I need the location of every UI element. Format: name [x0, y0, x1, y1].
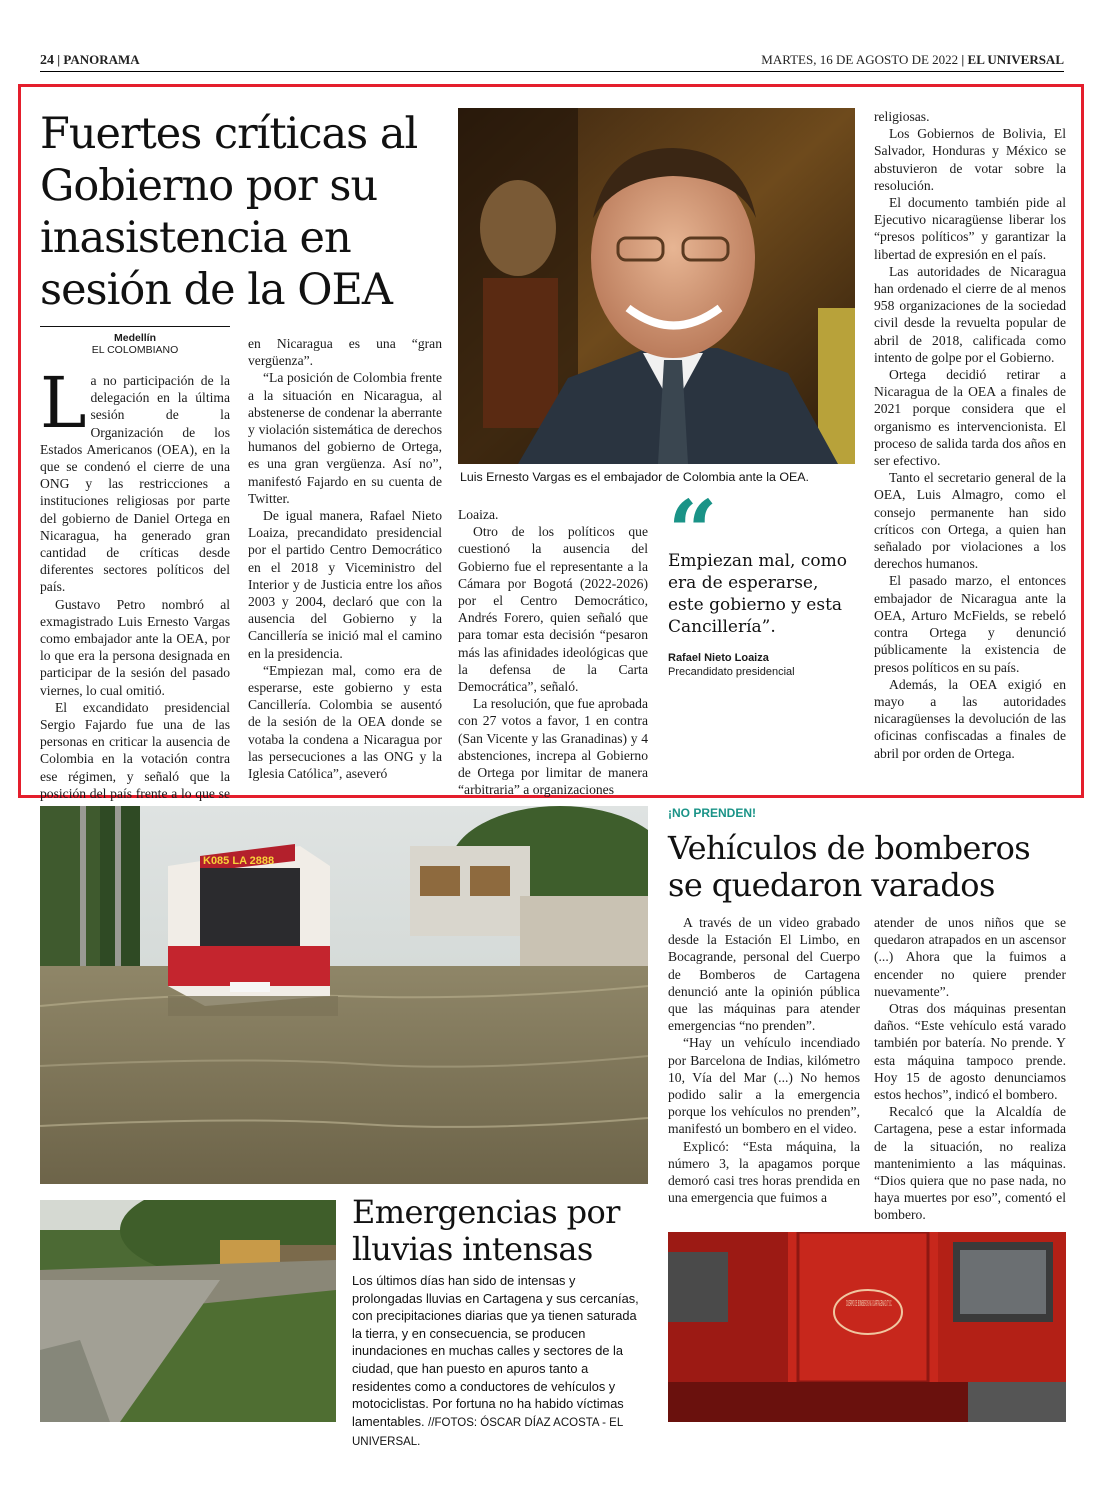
paragraph: Recalcó que la Alcaldía de Cartagena, pese a estar informada de la situación, no realiza mantenimiento a las máquinas. “Dios quiera que no pase nada, no haya muertes por eso”, comentó el bombero.	[874, 1104, 1066, 1223]
byline-city: Medellín	[113, 332, 156, 344]
fire-story-column-1	[668, 914, 860, 1206]
fire-kicker: ¡NO PRENDEN!	[668, 806, 757, 820]
paragraph: “Empiezan mal, como era de esperarse, este gobierno y esta Cancillería. Colombia se ausentó de la sesión de la OEA donde se votaba la condena a Nicaragua por las persecuciones a las ONG y la Iglesia Católica”, aseveró	[248, 662, 442, 782]
byline-source: EL COLOMBIANO	[91, 344, 179, 356]
byline	[40, 332, 230, 356]
main-story-column-4	[874, 108, 1066, 762]
paragraph: La resolución, que fue aprobada con 27 votos a favor, 1 en contra (San Vicente y las Granadinas) y 4 abstenciones, increpa al Gobierno de Ortega por limitar de manera “arbitraria” a organizaciones	[458, 696, 648, 798]
fire-truck-photo	[668, 1232, 1066, 1422]
pull-quote	[668, 482, 858, 678]
paragraph: De igual manera, Rafael Nieto Loaiza, precandidato presidencial por el partido Centro Democrático en el 2018 y Viceministro del Interior y de Justicia entre los años 2003 y 2004, declaró que con la ausencia del Gobierno y la Cancillería se inició mal el camino en la presidencia.	[248, 508, 442, 661]
issue-date: MARTES, 16 DE AGOSTO DE 2022	[761, 52, 959, 67]
paragraph: “Hay un vehículo incendiado por Barcelona de Indias, kilómetro 10, Vía del Mar (...) No hemos podido salir a la emergencia porque los vehículos no prenden”, manifestó un bombero en el video.	[668, 1035, 860, 1137]
fire-story-column-2	[874, 914, 1066, 1224]
bus-icon	[168, 844, 330, 1006]
paragraph: A través de un video grabado desde la Estación El Limbo, en Bocagrande, personal del Cuerpo de Bomberos de Cartagena denunció ante la opinión pública que las máquinas para atender emergencias “no prenden”.	[668, 915, 860, 1034]
fire-headline: Vehículos de bomberos se quedaron varados	[668, 829, 1031, 904]
paragraph: Las autoridades de Nicaragua han ordenado el cierre de al menos 958 organizaciones de la sociedad civil desde la revuelta popular de abril de 2018, calificada como intento de golpe por el Gobierno.	[874, 263, 1066, 365]
page-header: 24 | PANORAMA MARTES, 16 DE AGOSTO DE 2022 | EL UNIVERSAL	[40, 52, 1064, 68]
main-story-column-3	[458, 506, 648, 798]
paragraph: Gustavo Petro nombró al exmagistrado Luis Ernesto Vargas como embajador ante la OEA, por lo que era la persona designada en participar de la sesión del pasado viernes, lo cual omitió.	[40, 596, 230, 698]
rain-story-text: Los últimos días han sido de intensas y prolongadas lluvias en Cartagena y sus cercanías, con precipitaciones diarias que ya tienen saturada la tierra, y en consecuencia, se producen inundaciones en muchas calles y sectores de la ciudad, que han puesto en apuros tanto a residentes como a conductores de vehículos y motociclistas. Por fortuna no ha habido víctimas lamentables.	[352, 1273, 639, 1429]
paragraph: a no participación de la delegación en la última sesión de la Organización de los Estados Americanos (OEA), en la que se condenó el cierre de una ONG y las restricciones a instituciones religiosas por parte del gobierno de Daniel Ortega en Nicaragua, ha generado gran cantidad de críticas desde diferentes sectores políticos del país.	[40, 373, 230, 595]
paragraph: religiosas.	[874, 109, 930, 124]
main-headline: Fuertes críticas al Gobierno por su inasistencia en sesión de la OEA	[40, 109, 418, 315]
portrait-image	[458, 108, 855, 464]
canal-photo	[40, 1200, 336, 1422]
flood-street-image	[40, 806, 648, 1184]
paragraph: “La posición de Colombia frente a la situación en Nicaragua, al abstenerse de condenar la aberrante y violación sistemática de derechos humanos del gobierno de Ortega, es una gran vergüenza. Así no”, manifestó Fajardo en su cuenta de Twitter.	[248, 370, 442, 506]
paragraph: Los Gobiernos de Bolivia, El Salvador, Honduras y México se abstuvieron de votar sobre la resolución.	[874, 126, 1066, 193]
paragraph: Además, la OEA exigió en mayo a las autoridades nicaragüenses la devolución de las oficinas confiscadas a finales de abril por orden de Ortega.	[874, 676, 1066, 761]
photo-caption: Luis Ernesto Vargas es el embajador de Colombia ante la OEA.	[460, 470, 809, 484]
flood-bus-photo	[40, 806, 648, 1184]
drop-cap: L	[40, 362, 87, 444]
rain-story-body	[352, 1272, 644, 1452]
page-number: 24	[40, 53, 54, 68]
section-name: PANORAMA	[63, 52, 140, 67]
paragraph: Loaiza.	[458, 507, 499, 522]
paragraph: Explicó: “Esta máquina, la número 3, la apagamos porque demoró casi tres horas prendida en una emergencia que fuimos a	[668, 1138, 860, 1206]
bus-route-sign: K085 LA 2888	[203, 855, 275, 867]
newspaper-name: EL UNIVERSAL	[967, 52, 1064, 67]
paragraph: El documento también pide al Ejecutivo nicaragüense liberar los “presos políticos” y garantizar la libertad de expresión en el país.	[874, 195, 1066, 262]
truck-lettering: CUERPO DE BOMBEROS M-3 CARTAGENA D.T.Y.C.	[846, 1299, 892, 1308]
paragraph: El excandidato presidencial Sergio Fajardo fue una de las personas en criticar la ausencia de Colombia en la votación contra ese régimen, y señaló que la posición del país frente a lo que se	[40, 699, 230, 801]
paragraph: El pasado marzo, el entonces embajador de Nicaragua ante la OEA, Arturo McFields, se rebeló contra Ortega y denunció públicamente la existencia de presos políticos en su país.	[874, 573, 1066, 675]
paragraph: Otras dos máquinas presentan daños. “Este vehículo está varado también por batería. No prende. Y esta máquina tampoco prende. Hoy 15 de agosto denunciamos estos hechos”, indicó el bombero.	[874, 1001, 1066, 1103]
paragraph: en Nicaragua es una “gran vergüenza”.	[248, 336, 442, 369]
paragraph: atender de unos niños que se quedaron atrapados en un ascensor (...) Ahora que la fuimos a encender no quiere prender nuevamente”.	[874, 915, 1066, 999]
main-story-column-2	[248, 335, 442, 782]
fire-truck-image	[668, 1232, 1066, 1422]
paragraph: Tanto el secretario general de la OEA, Luis Almagro, como el consejo permanente han sido críticos con Ortega, a quien han señalado por violaciones a los derechos humanos.	[874, 470, 1066, 572]
paragraph: Ortega decidió retirar a Nicaragua de la OEA a finales de 2021 porque considera que el organismo es intervencionista. El proceso de salida tarda dos años en ser efectivo.	[874, 367, 1066, 469]
ambassador-photo	[458, 108, 855, 464]
pull-quote-text: Empiezan mal, como era de esperarse, este gobierno y esta Cancillería”.	[668, 551, 847, 637]
main-story-column-1	[40, 362, 230, 819]
rain-headline: Emergencias por lluvias intensas	[352, 1193, 620, 1268]
paragraph: Otro de los políticos que cuestionó la ausencia del Gobierno fue el representante a la Cámara por Bogotá (2022-2026) por el Centro Democrático, Andrés Forero, quien señaló que para tomar esta decisión “pesaron más las afinidades ideológicas que la defensa de la Carta Democrática”, señaló.	[458, 524, 648, 695]
quote-author: Rafael Nieto Loaiza	[668, 652, 769, 664]
canal-image	[40, 1200, 336, 1422]
quote-author-role: Precandidato presidencial	[668, 666, 795, 678]
photo-credit: //FOTOS: ÓSCAR DÍAZ ACOSTA - EL UNIVERSAL.	[352, 1416, 623, 1449]
quote-mark-icon: “	[668, 482, 718, 583]
